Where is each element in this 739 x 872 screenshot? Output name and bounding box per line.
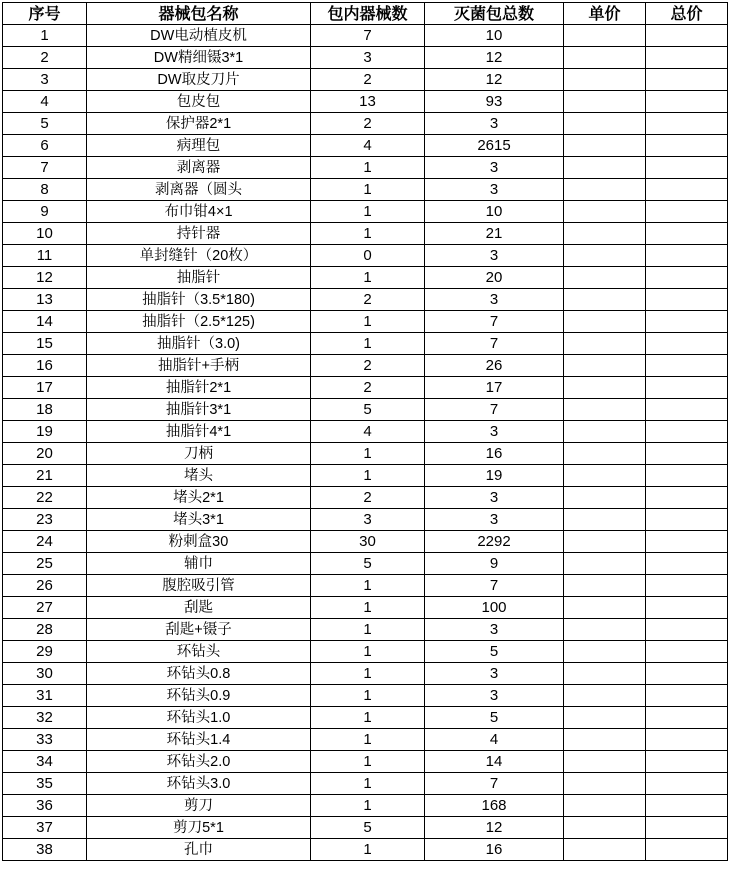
cell-price — [564, 245, 646, 267]
cell-total: 10 — [425, 201, 564, 223]
cell-count: 3 — [311, 509, 425, 531]
cell-total: 14 — [425, 751, 564, 773]
cell-price — [564, 531, 646, 553]
cell-price — [564, 201, 646, 223]
cell-count: 2 — [311, 377, 425, 399]
cell-name: 环钻头0.9 — [87, 685, 311, 707]
cell-sum — [646, 663, 728, 685]
cell-total: 3 — [425, 113, 564, 135]
cell-sum — [646, 773, 728, 795]
cell-sum — [646, 553, 728, 575]
cell-count: 1 — [311, 465, 425, 487]
cell-total: 7 — [425, 575, 564, 597]
cell-total: 16 — [425, 839, 564, 861]
cell-no: 15 — [3, 333, 87, 355]
cell-name: 抽脂针（3.0) — [87, 333, 311, 355]
cell-total: 3 — [425, 663, 564, 685]
cell-total: 5 — [425, 707, 564, 729]
cell-price — [564, 707, 646, 729]
cell-total: 10 — [425, 25, 564, 47]
cell-no: 3 — [3, 69, 87, 91]
cell-name: 环钻头0.8 — [87, 663, 311, 685]
table-row — [3, 113, 728, 135]
cell-price — [564, 553, 646, 575]
table-body — [3, 25, 728, 861]
cell-count: 1 — [311, 707, 425, 729]
table-row — [3, 817, 728, 839]
cell-name: 环钻头1.4 — [87, 729, 311, 751]
table-row — [3, 487, 728, 509]
cell-name: 抽脂针（2.5*125) — [87, 311, 311, 333]
table-row — [3, 91, 728, 113]
cell-name: 刀柄 — [87, 443, 311, 465]
cell-name: DW取皮刀片 — [87, 69, 311, 91]
cell-sum — [646, 91, 728, 113]
cell-total: 7 — [425, 399, 564, 421]
cell-count: 1 — [311, 729, 425, 751]
cell-name: 刮匙 — [87, 597, 311, 619]
cell-count: 2 — [311, 113, 425, 135]
table-row — [3, 223, 728, 245]
cell-no: 11 — [3, 245, 87, 267]
header-no: 序号 — [3, 3, 87, 25]
cell-count: 13 — [311, 91, 425, 113]
cell-no: 22 — [3, 487, 87, 509]
cell-price — [564, 575, 646, 597]
cell-count: 1 — [311, 685, 425, 707]
cell-price — [564, 91, 646, 113]
cell-count: 1 — [311, 619, 425, 641]
cell-name: 抽脂针4*1 — [87, 421, 311, 443]
cell-total: 3 — [425, 289, 564, 311]
cell-name: 腹腔吸引管 — [87, 575, 311, 597]
cell-name: DW电动植皮机 — [87, 25, 311, 47]
cell-price — [564, 333, 646, 355]
cell-total: 3 — [425, 179, 564, 201]
cell-name: 单封缝针（20枚） — [87, 245, 311, 267]
cell-name: 粉刺盒30 — [87, 531, 311, 553]
cell-price — [564, 377, 646, 399]
cell-sum — [646, 487, 728, 509]
cell-price — [564, 773, 646, 795]
cell-count: 0 — [311, 245, 425, 267]
cell-count: 2 — [311, 355, 425, 377]
cell-sum — [646, 179, 728, 201]
cell-count: 1 — [311, 223, 425, 245]
cell-no: 10 — [3, 223, 87, 245]
cell-sum — [646, 839, 728, 861]
cell-name: 剥离器 — [87, 157, 311, 179]
cell-sum — [646, 729, 728, 751]
table-row — [3, 729, 728, 751]
cell-name: DW精细镊3*1 — [87, 47, 311, 69]
cell-sum — [646, 421, 728, 443]
cell-sum — [646, 245, 728, 267]
table-row — [3, 289, 728, 311]
table-row — [3, 575, 728, 597]
cell-total: 4 — [425, 729, 564, 751]
cell-total: 5 — [425, 641, 564, 663]
cell-no: 32 — [3, 707, 87, 729]
table-row — [3, 399, 728, 421]
cell-total: 3 — [425, 421, 564, 443]
cell-price — [564, 509, 646, 531]
cell-total: 16 — [425, 443, 564, 465]
cell-price — [564, 839, 646, 861]
cell-price — [564, 641, 646, 663]
cell-no: 37 — [3, 817, 87, 839]
cell-total: 3 — [425, 619, 564, 641]
cell-count: 1 — [311, 839, 425, 861]
cell-price — [564, 487, 646, 509]
cell-count: 5 — [311, 399, 425, 421]
cell-total: 3 — [425, 487, 564, 509]
cell-total: 19 — [425, 465, 564, 487]
cell-total: 100 — [425, 597, 564, 619]
cell-no: 9 — [3, 201, 87, 223]
cell-price — [564, 729, 646, 751]
cell-price — [564, 25, 646, 47]
cell-name: 剪刀 — [87, 795, 311, 817]
cell-sum — [646, 619, 728, 641]
table-row — [3, 839, 728, 861]
cell-name: 抽脂针+手柄 — [87, 355, 311, 377]
cell-total: 2615 — [425, 135, 564, 157]
cell-no: 34 — [3, 751, 87, 773]
cell-no: 26 — [3, 575, 87, 597]
cell-no: 20 — [3, 443, 87, 465]
table-row — [3, 531, 728, 553]
cell-sum — [646, 69, 728, 91]
cell-price — [564, 685, 646, 707]
cell-name: 病理包 — [87, 135, 311, 157]
cell-price — [564, 399, 646, 421]
cell-price — [564, 135, 646, 157]
cell-name: 辅巾 — [87, 553, 311, 575]
cell-price — [564, 421, 646, 443]
cell-total: 3 — [425, 509, 564, 531]
table-row — [3, 663, 728, 685]
cell-no: 31 — [3, 685, 87, 707]
cell-total: 7 — [425, 333, 564, 355]
cell-price — [564, 465, 646, 487]
cell-price — [564, 179, 646, 201]
cell-total: 7 — [425, 773, 564, 795]
cell-count: 1 — [311, 267, 425, 289]
cell-sum — [646, 509, 728, 531]
table-row — [3, 641, 728, 663]
cell-sum — [646, 465, 728, 487]
table-row — [3, 355, 728, 377]
cell-sum — [646, 795, 728, 817]
cell-count: 7 — [311, 25, 425, 47]
cell-sum — [646, 201, 728, 223]
cell-count: 1 — [311, 663, 425, 685]
cell-count: 1 — [311, 333, 425, 355]
cell-count: 1 — [311, 641, 425, 663]
cell-total: 17 — [425, 377, 564, 399]
table-row — [3, 773, 728, 795]
cell-no: 28 — [3, 619, 87, 641]
cell-no: 18 — [3, 399, 87, 421]
cell-no: 4 — [3, 91, 87, 113]
cell-name: 持针器 — [87, 223, 311, 245]
cell-no: 24 — [3, 531, 87, 553]
cell-sum — [646, 311, 728, 333]
cell-sum — [646, 355, 728, 377]
cell-no: 33 — [3, 729, 87, 751]
cell-sum — [646, 223, 728, 245]
cell-count: 1 — [311, 751, 425, 773]
cell-no: 21 — [3, 465, 87, 487]
cell-count: 5 — [311, 817, 425, 839]
cell-name: 孔巾 — [87, 839, 311, 861]
table-row — [3, 179, 728, 201]
cell-name: 包皮包 — [87, 91, 311, 113]
cell-price — [564, 289, 646, 311]
table-row — [3, 751, 728, 773]
cell-price — [564, 47, 646, 69]
table-row — [3, 707, 728, 729]
cell-count: 1 — [311, 597, 425, 619]
cell-count: 3 — [311, 47, 425, 69]
cell-sum — [646, 443, 728, 465]
table-row — [3, 245, 728, 267]
cell-count: 1 — [311, 795, 425, 817]
cell-count: 1 — [311, 443, 425, 465]
header-sum: 总价 — [646, 3, 728, 25]
table-row — [3, 553, 728, 575]
table-row — [3, 25, 728, 47]
header-row — [3, 3, 728, 25]
cell-name: 抽脂针3*1 — [87, 399, 311, 421]
cell-sum — [646, 531, 728, 553]
cell-no: 17 — [3, 377, 87, 399]
cell-total: 12 — [425, 47, 564, 69]
cell-no: 38 — [3, 839, 87, 861]
cell-no: 23 — [3, 509, 87, 531]
cell-name: 保护器2*1 — [87, 113, 311, 135]
cell-no: 25 — [3, 553, 87, 575]
cell-price — [564, 69, 646, 91]
cell-no: 8 — [3, 179, 87, 201]
cell-no: 27 — [3, 597, 87, 619]
cell-total: 26 — [425, 355, 564, 377]
cell-no: 13 — [3, 289, 87, 311]
cell-sum — [646, 685, 728, 707]
cell-name: 剥离器（圆头 — [87, 179, 311, 201]
table-row — [3, 333, 728, 355]
instrument-package-table — [2, 2, 728, 861]
cell-no: 12 — [3, 267, 87, 289]
table-row — [3, 443, 728, 465]
cell-price — [564, 597, 646, 619]
cell-no: 16 — [3, 355, 87, 377]
table-row — [3, 421, 728, 443]
cell-count: 1 — [311, 773, 425, 795]
cell-name: 布巾钳4×1 — [87, 201, 311, 223]
cell-name: 环钻头3.0 — [87, 773, 311, 795]
cell-total: 3 — [425, 157, 564, 179]
cell-total: 9 — [425, 553, 564, 575]
cell-count: 5 — [311, 553, 425, 575]
header-name: 器械包名称 — [87, 3, 311, 25]
cell-name: 刮匙+镊子 — [87, 619, 311, 641]
cell-name: 抽脂针2*1 — [87, 377, 311, 399]
cell-no: 7 — [3, 157, 87, 179]
table-row — [3, 157, 728, 179]
cell-sum — [646, 641, 728, 663]
cell-price — [564, 751, 646, 773]
cell-count: 30 — [311, 531, 425, 553]
cell-sum — [646, 289, 728, 311]
cell-sum — [646, 333, 728, 355]
cell-count: 2 — [311, 289, 425, 311]
cell-total: 7 — [425, 311, 564, 333]
cell-price — [564, 355, 646, 377]
cell-price — [564, 113, 646, 135]
cell-no: 14 — [3, 311, 87, 333]
cell-total: 21 — [425, 223, 564, 245]
cell-sum — [646, 707, 728, 729]
cell-sum — [646, 575, 728, 597]
table-row — [3, 685, 728, 707]
cell-total: 20 — [425, 267, 564, 289]
cell-name: 环钻头2.0 — [87, 751, 311, 773]
cell-total: 12 — [425, 817, 564, 839]
cell-no: 19 — [3, 421, 87, 443]
cell-count: 2 — [311, 487, 425, 509]
cell-no: 5 — [3, 113, 87, 135]
cell-count: 1 — [311, 157, 425, 179]
table-row — [3, 69, 728, 91]
cell-sum — [646, 751, 728, 773]
cell-count: 1 — [311, 311, 425, 333]
cell-price — [564, 663, 646, 685]
cell-sum — [646, 157, 728, 179]
header-count: 包内器械数 — [311, 3, 425, 25]
cell-sum — [646, 377, 728, 399]
cell-price — [564, 157, 646, 179]
cell-count: 4 — [311, 421, 425, 443]
cell-total: 2292 — [425, 531, 564, 553]
cell-price — [564, 817, 646, 839]
table-row — [3, 135, 728, 157]
cell-total: 3 — [425, 245, 564, 267]
cell-price — [564, 443, 646, 465]
cell-sum — [646, 817, 728, 839]
cell-sum — [646, 597, 728, 619]
cell-sum — [646, 399, 728, 421]
table-row — [3, 201, 728, 223]
cell-count: 1 — [311, 179, 425, 201]
table-row — [3, 465, 728, 487]
cell-no: 6 — [3, 135, 87, 157]
cell-total: 168 — [425, 795, 564, 817]
cell-name: 环钻头 — [87, 641, 311, 663]
cell-name: 堵头2*1 — [87, 487, 311, 509]
cell-count: 1 — [311, 201, 425, 223]
table-row — [3, 377, 728, 399]
header-total: 灭菌包总数 — [425, 3, 564, 25]
cell-no: 29 — [3, 641, 87, 663]
table-row — [3, 509, 728, 531]
table-row — [3, 619, 728, 641]
cell-price — [564, 795, 646, 817]
cell-price — [564, 619, 646, 641]
cell-no: 30 — [3, 663, 87, 685]
cell-count: 1 — [311, 575, 425, 597]
cell-name: 堵头 — [87, 465, 311, 487]
cell-total: 93 — [425, 91, 564, 113]
cell-price — [564, 267, 646, 289]
cell-name: 抽脂针 — [87, 267, 311, 289]
table-row — [3, 47, 728, 69]
table-row — [3, 597, 728, 619]
cell-total: 3 — [425, 685, 564, 707]
cell-name: 剪刀5*1 — [87, 817, 311, 839]
header-price: 单价 — [564, 3, 646, 25]
table-row — [3, 795, 728, 817]
cell-no: 35 — [3, 773, 87, 795]
cell-count: 4 — [311, 135, 425, 157]
table-row — [3, 267, 728, 289]
cell-price — [564, 223, 646, 245]
cell-total: 12 — [425, 69, 564, 91]
cell-no: 1 — [3, 25, 87, 47]
cell-sum — [646, 25, 728, 47]
cell-name: 堵头3*1 — [87, 509, 311, 531]
cell-sum — [646, 47, 728, 69]
cell-no: 36 — [3, 795, 87, 817]
cell-no: 2 — [3, 47, 87, 69]
cell-sum — [646, 267, 728, 289]
cell-sum — [646, 113, 728, 135]
cell-name: 环钻头1.0 — [87, 707, 311, 729]
cell-name: 抽脂针（3.5*180) — [87, 289, 311, 311]
table-row — [3, 311, 728, 333]
cell-price — [564, 311, 646, 333]
cell-count: 2 — [311, 69, 425, 91]
cell-sum — [646, 135, 728, 157]
